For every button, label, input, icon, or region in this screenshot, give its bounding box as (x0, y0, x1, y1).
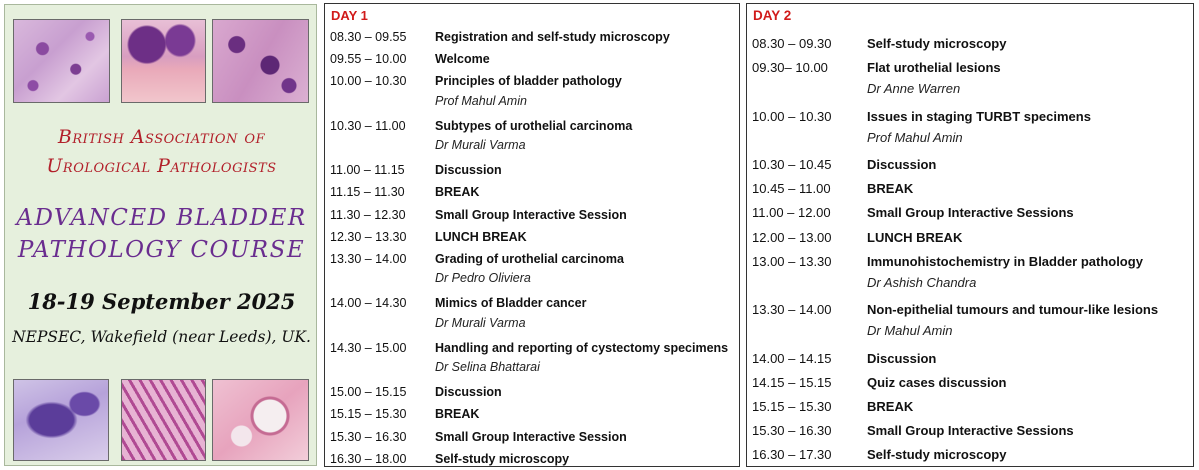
session-time: 15.00 – 15.15 (330, 385, 407, 400)
course-title: ADVANCED BLADDER (16, 205, 307, 231)
session-title: Principles of bladder pathology (435, 74, 622, 89)
session-time: 13.00 – 13.30 (752, 253, 832, 269)
session-time: 10.45 – 11.00 (752, 181, 831, 197)
course-title: PATHOLOGY COURSE (17, 237, 306, 263)
day-1-schedule (324, 3, 740, 467)
session-time: 16.30 – 18.00 (330, 451, 407, 466)
session-time: 13.30 – 14.00 (330, 252, 407, 266)
session-title: LUNCH BREAK (867, 229, 963, 245)
session-title: Subtypes of urothelial carcinoma (435, 118, 633, 133)
session-title: Discussion (867, 157, 937, 172)
session-title: BREAK (435, 407, 480, 422)
organization-name: Urological Pathologists (46, 155, 277, 177)
session-title: Quiz cases discussion (867, 374, 1007, 390)
session-time: 13.30 – 14.00 (752, 302, 832, 318)
session-time: 11.00 – 11.15 (330, 163, 405, 178)
session-title: Flat urothelial lesions (867, 60, 1001, 76)
session-speaker: Prof Mahul Amin (867, 129, 963, 145)
session-time: 16.30 – 17.30 (752, 447, 832, 463)
session-title: BREAK (867, 181, 914, 197)
session-speaker: Dr Ashish Chandra (867, 275, 977, 290)
histology-image (212, 379, 309, 461)
session-time: 08.30 – 09.55 (330, 30, 407, 44)
session-time: 12.30 – 13.30 (330, 229, 407, 244)
session-title: Non-epithelial tumours and tumour-like lesions (867, 302, 1159, 318)
session-title: Discussion (435, 385, 502, 400)
session-title: Small Group Interactive Sessions (867, 423, 1074, 439)
session-speaker: Dr Murali Varma (435, 315, 526, 330)
session-title: Welcome (435, 52, 490, 67)
session-title: Small Group Interactive Sessions (867, 205, 1074, 221)
session-time: 15.30 – 16.30 (330, 429, 407, 444)
session-title: BREAK (867, 399, 914, 414)
session-title: Discussion (435, 163, 502, 178)
session-time: 08.30 – 09.30 (752, 36, 832, 51)
session-speaker: Dr Pedro Oliviera (435, 271, 531, 286)
session-time: 14.00 – 14.15 (752, 350, 832, 366)
session-title: LUNCH BREAK (435, 229, 527, 244)
session-time: 10.00 – 10.30 (330, 74, 407, 89)
session-title: Handling and reporting of cystectomy specimens (435, 340, 729, 355)
histology-image (121, 379, 206, 461)
histology-image (13, 379, 109, 461)
session-speaker: Prof Mahul Amin (435, 93, 527, 108)
histology-image (212, 19, 309, 103)
session-time: 10.30 – 11.00 (330, 118, 406, 133)
session-time: 10.30 – 10.45 (752, 157, 832, 172)
session-title: Self-study microscopy (867, 36, 1007, 51)
session-title: Self-study microscopy (867, 447, 1007, 463)
histology-image (121, 19, 206, 103)
session-title: Small Group Interactive Session (435, 429, 627, 444)
session-title: Self-study microscopy (435, 451, 570, 466)
session-time: 14.00 – 14.30 (330, 296, 407, 311)
course-poster (4, 4, 317, 466)
session-title: Grading of urothelial carcinoma (435, 252, 624, 266)
day-2-schedule (746, 3, 1194, 467)
course-dates: 18-19 September 2025 (27, 289, 296, 314)
session-time: 10.00 – 10.30 (752, 108, 832, 124)
session-speaker: Dr Murali Varma (435, 138, 526, 152)
session-title: Discussion (867, 350, 937, 366)
session-title: Immunohistochemistry in Bladder pathology (867, 253, 1143, 269)
day-title: DAY 1 (331, 8, 368, 23)
session-time: 14.30 – 15.00 (330, 340, 407, 355)
session-time: 14.15 – 15.15 (752, 374, 832, 390)
session-time: 15.30 – 16.30 (752, 423, 832, 439)
session-time: 11.30 – 12.30 (330, 207, 406, 222)
course-venue: NEPSEC, Wakefield (near Leeds), UK. (12, 328, 311, 346)
session-time: 12.00 – 13.00 (752, 229, 832, 245)
organization-name: British Association of (57, 126, 266, 148)
session-time: 09.30– 10.00 (752, 60, 828, 76)
session-time: 09.55 – 10.00 (330, 52, 407, 67)
session-time: 15.15 – 15.30 (752, 399, 832, 414)
session-title: Registration and self-study microscopy (435, 30, 670, 44)
session-time: 15.15 – 15.30 (330, 407, 407, 422)
session-title: Mimics of Bladder cancer (435, 296, 587, 311)
session-title: BREAK (435, 185, 480, 200)
session-speaker: Dr Anne Warren (867, 81, 961, 97)
session-time: 11.00 – 12.00 (752, 205, 831, 221)
session-title: Small Group Interactive Session (435, 207, 627, 222)
histology-image (13, 19, 110, 103)
day-title: DAY 2 (753, 8, 792, 23)
session-title: Issues in staging TURBT specimens (867, 108, 1091, 124)
session-speaker: Dr Selina Bhattarai (435, 360, 540, 374)
session-time: 11.15 – 11.30 (330, 185, 405, 200)
session-speaker: Dr Mahul Amin (867, 323, 953, 339)
